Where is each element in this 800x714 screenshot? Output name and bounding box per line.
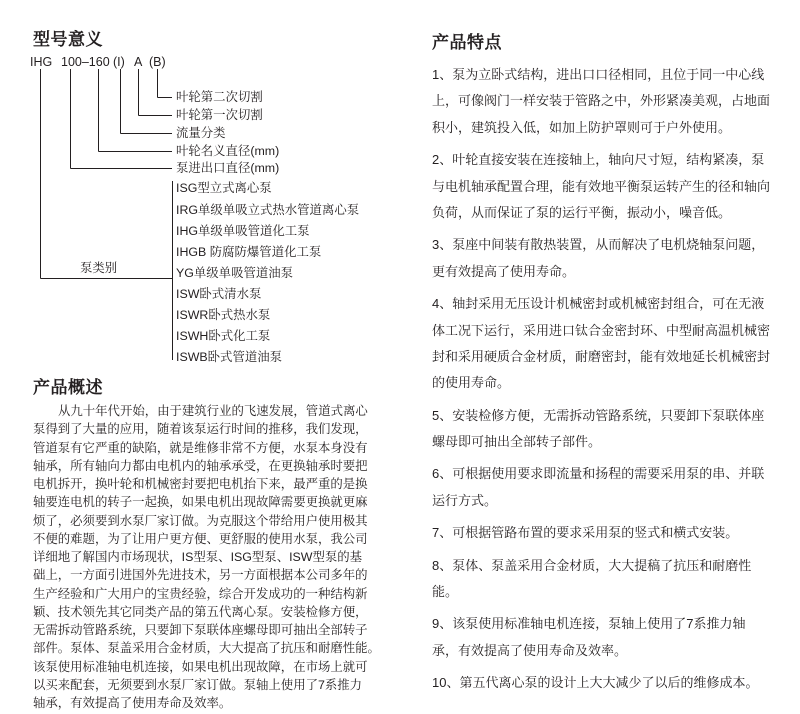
pump-type-item: YG单级单吸管道油泵: [176, 266, 294, 280]
overview-text-line: 泵得到了大量的应用，随着该泵运行时间的推移，我们发现，: [33, 422, 368, 437]
overview-heading: 产品概述: [33, 378, 103, 397]
feature-item: [432, 62, 788, 141]
model-code-cut-b: (B): [149, 55, 166, 69]
feature-text-line: 3、泵座中间装有散热装置，从而解决了电机烧轴泵问题，: [432, 237, 765, 253]
overview-text-line: 颖、技术领先其它同类产品的第五代离心泵。安装检修方便，: [33, 604, 368, 619]
features-list: [432, 62, 788, 703]
features-heading: 产品特点: [432, 33, 502, 52]
overview-text-line: 生产经验和广大用户的宝贵经验，综合开发成功的一种结构新: [33, 586, 368, 601]
pump-type-item: ISWR卧式热水泵: [176, 308, 271, 322]
overview-text-line: 轴要连电机的转子一起换，如果电机出现故障需要更换就更麻: [33, 495, 368, 510]
model-meaning-heading: 型号意义: [33, 30, 103, 49]
feature-text-line: 体工况下运行，采用进口钛合金密封环、中型耐高温机械密: [432, 322, 771, 338]
feature-text-line: 上，可像阀门一样安装于管路之中，外形紧凑美观，占地面: [432, 93, 771, 109]
feature-text-line: 6、可根据使用要求即流量和扬程的需要采用泵的串、并联: [432, 466, 765, 482]
overview-text-line: 轴承，有效提高了使用寿命及效率。: [33, 696, 232, 710]
feature-text-line: 运行方式。: [432, 492, 498, 508]
overview-paragraph: [33, 402, 385, 712]
feature-text-line: 1、泵为立卧式结构，进出口口径相同，且位于同一中心线: [432, 67, 765, 82]
model-code-cut-a: A: [134, 55, 143, 69]
feature-item: [432, 403, 788, 456]
model-code-series: IHG: [30, 55, 53, 69]
overview-text-line: 管道泵有它严重的缺陷，就是维修非常不方便，水泵本身没有: [33, 440, 368, 455]
model-code-size: 100–160: [61, 55, 110, 69]
model-code-flow: (I): [113, 55, 125, 69]
pump-type-item: ISG型立式离心泵: [176, 181, 272, 195]
overview-text-line: 轴承，所有轴向力都由电机内的轴承承受，在更换轴承时要把: [33, 458, 368, 473]
feature-item: [432, 232, 788, 285]
feature-text-line: 4、轴封采用无压设计机械密封或机械密封组合，可在无液: [432, 296, 765, 312]
feature-text-line: 负荷，从而保证了泵的运行平衡，振动小，噪音低。: [432, 204, 732, 220]
feature-item: [432, 291, 788, 397]
feature-item: [432, 670, 788, 696]
feature-text-line: 封和采用硬质合金材质，耐磨密封，能有效地延长机械密封: [432, 348, 771, 364]
overview-text-line: 该泵使用标准轴电机连接，如果电机出现故障，在市场上就可: [33, 659, 368, 674]
pump-type-item: IRG单级单吸立式热水管道离心泵: [176, 203, 360, 217]
part-label-impeller-diameter: 叶轮名义直径(mm): [176, 144, 280, 158]
feature-text-line: 的使用寿命。: [432, 375, 511, 391]
feature-text-line: 8、泵体、泵盖采用合金材质，大大提稿了抗压和耐磨性: [432, 557, 752, 573]
feature-text-line: 5、安装检修方便，无需拆动管路系统，只要卸下泵联体座: [432, 407, 765, 423]
feature-text-line: 承，有效提高了使用寿命及效率。: [432, 642, 628, 658]
part-label-first-cut: 叶轮第一次切割: [176, 108, 263, 122]
feature-item: [432, 611, 788, 664]
pump-category-label: 泵类别: [80, 261, 118, 275]
pump-type-item: IHGB 防腐防爆管道化工泵: [176, 245, 322, 259]
overview-text-line: 详细地了解国内市场现状，IS型泵、ISG型泵、ISW型泵的基: [33, 550, 363, 564]
feature-item: [432, 147, 788, 226]
feature-text-line: 10、第五代离心泵的设计上大大减少了以后的维修成本。: [432, 675, 759, 691]
feature-item: [432, 461, 788, 514]
feature-text-line: 与电机轴承配置合理，能有效地平衡泵运转产生的径和轴向: [432, 178, 771, 194]
pump-type-item: IHG单级单吸管道化工泵: [176, 224, 310, 238]
feature-text-line: 螺母即可抽出全部转子部件。: [432, 434, 602, 450]
overview-text-line: 烦了，必须要到水泵厂家订做。为克服这个带给用户使用极其: [33, 513, 368, 528]
feature-text-line: 7、可根据管路布置的要求采用泵的竖式和横式安装。: [432, 525, 739, 541]
overview-text-line: 以买来配套，无须要到水泵厂家订做。泵轴上使用了7系推力: [33, 677, 363, 692]
feature-text-line: 能。: [432, 584, 459, 600]
overview-text-line: 从九十年代开始，由于建筑行业的飞速发展，管道式离心: [58, 404, 368, 418]
overview-text-line: 无需拆动管路系统，只要卸下泵联体座螺母即可抽出全部转子: [33, 623, 368, 637]
pump-type-item: ISWH卧式化工泵: [176, 329, 271, 343]
feature-text-line: 9、该泵使用标准轴电机连接，泵轴上使用了7系推力轴: [432, 616, 746, 632]
overview-text-line: 部件。泵体、泵盖采用合金材质，大大提高了抗压和耐磨性能。: [33, 641, 380, 656]
pump-type-item: ISW卧式清水泵: [176, 287, 262, 301]
feature-text-line: 积小，建筑投入低，如加上防护罩则可于户外使用。: [432, 119, 732, 135]
feature-text-line: 2、叶轮直接安装在连接轴上，轴向尺寸短，结构紧凑，泵: [432, 152, 765, 168]
part-label-port-diameter: 泵进出口直径(mm): [176, 161, 280, 175]
pump-type-item: ISWB卧式管道油泵: [176, 350, 283, 364]
overview-text-line: 不便的难题，为了让用户更方便、更舒服的使用水泵，我公司: [33, 531, 368, 546]
feature-item: [432, 520, 788, 546]
feature-item: [432, 553, 788, 606]
overview-text-line: 础上，一方面引进国外先进技术，另一方面根据本公司多年的: [33, 568, 368, 583]
overview-text-line: 电机拆开，换叶轮和机械密封要把电机抬下来，最严重的是换: [33, 477, 368, 491]
part-label-second-cut: 叶轮第二次切割: [176, 90, 263, 104]
feature-text-line: 更有效提高了使用寿命。: [432, 263, 576, 279]
part-label-flow-class: 流量分类: [176, 126, 226, 140]
